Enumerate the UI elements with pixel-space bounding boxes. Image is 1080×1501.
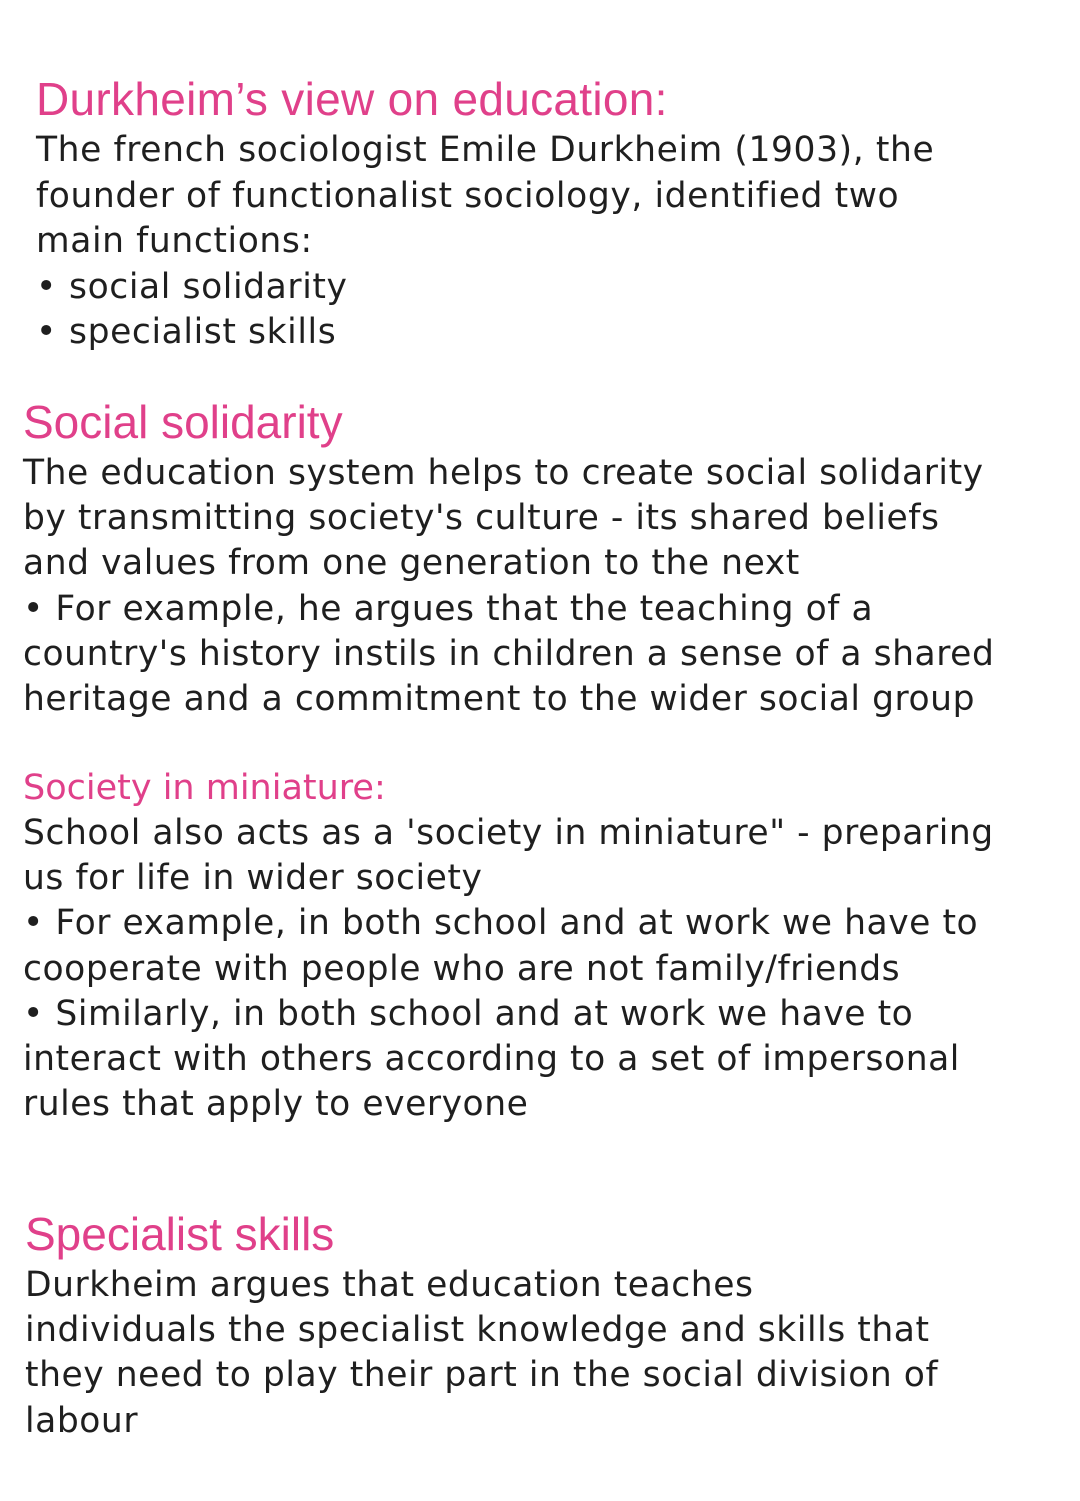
paragraph-line: School also acts as a 'society in miniature" - preparing	[23, 813, 994, 853]
paragraph-line: labour	[25, 1400, 139, 1441]
social-solidarity-section	[23, 393, 1080, 722]
specialist-skills-heading: Specialist skills	[25, 1208, 335, 1260]
paragraph-line: The education system helps to create social solidarity	[23, 453, 984, 493]
bullet-list-item	[36, 265, 1080, 311]
paragraph-line: interact with others according to a set of impersonal	[23, 1039, 960, 1080]
society-in-miniature-heading: Society in miniature:	[23, 768, 386, 808]
intro-heading: Durkheim’s view on education:	[36, 73, 668, 125]
paragraph-line: and values from one generation to the next	[23, 543, 800, 584]
social-solidarity-heading: Social solidarity	[23, 396, 343, 448]
bullet-text: social solidarity	[69, 266, 348, 307]
bullet-icon	[36, 310, 69, 356]
paragraph-line: cooperate with people who are not family/friends	[23, 948, 901, 989]
paragraph-line: • For example, he argues that the teaching of a	[23, 588, 874, 629]
paragraph-line: by transmitting society's culture - its shared beliefs	[23, 498, 940, 539]
intro-section	[36, 70, 1080, 356]
paragraph-line: individuals the specialist knowledge and skills that	[25, 1310, 930, 1351]
bullet-icon	[36, 265, 69, 311]
paragraph-line: us for life in wider society	[23, 858, 483, 899]
bullet-list-item	[36, 310, 1080, 356]
paragraph-line: • For example, in both school and at work we have to	[23, 903, 979, 944]
intro-line: founder of functionalist sociology, identified two	[36, 175, 900, 216]
intro-line: The french sociologist Emile Durkheim (1903), the	[36, 130, 935, 170]
paragraph-line: country's history instils in children a sense of a shared	[23, 633, 995, 674]
paragraph-line: rules that apply to everyone	[23, 1084, 529, 1125]
bullet-text: specialist skills	[69, 312, 337, 353]
society-in-miniature-section	[23, 766, 1080, 1127]
paragraph-line: heritage and a commitment to the wider social group	[23, 679, 976, 720]
intro-line: main functions:	[36, 221, 313, 262]
paragraph-line: • Similarly, in both school and at work we have to	[23, 993, 914, 1034]
specialist-skills-section	[25, 1205, 1080, 1444]
paragraph-line: Durkheim argues that education teaches	[25, 1265, 754, 1305]
paragraph-line: they need to play their part in the social division of	[25, 1355, 939, 1396]
